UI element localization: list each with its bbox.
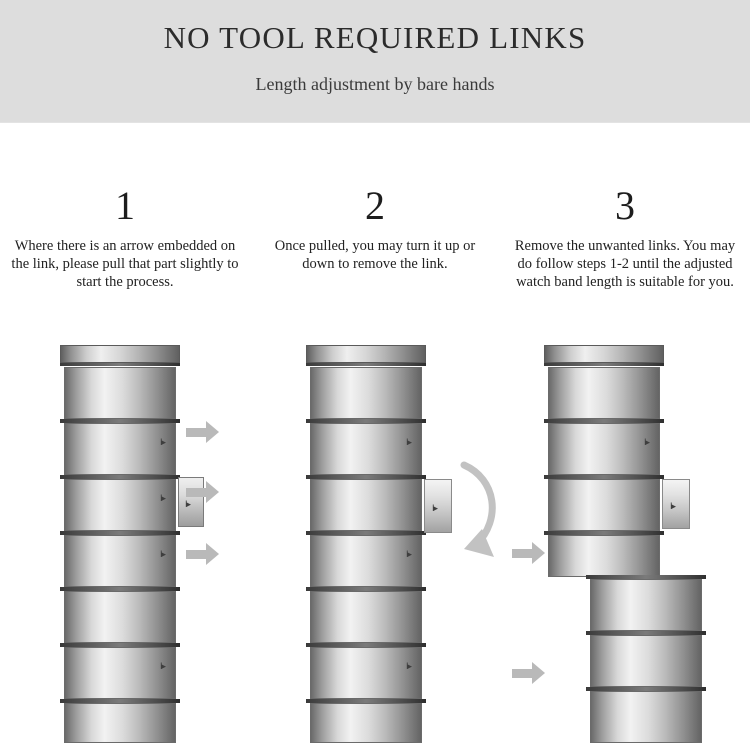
- step-2: [250, 122, 500, 750]
- steps-container: [0, 122, 750, 750]
- band-divider: [544, 363, 664, 366]
- page-subtitle: Length adjustment by bare hands: [255, 74, 495, 94]
- pin-marker-icon: I▸: [160, 661, 166, 671]
- band-link: [64, 591, 176, 643]
- band-link: [310, 479, 422, 531]
- page-title: NO TOOL REQUIRED LINKS: [163, 20, 587, 55]
- step-3: [500, 122, 750, 750]
- band-lug: [544, 345, 664, 363]
- step-2-number: 2: [365, 183, 385, 228]
- pin-marker-icon: I▸: [160, 437, 166, 447]
- pin-marker-icon: I▸: [644, 437, 650, 447]
- step-1-figure: [0, 337, 250, 750]
- band-link: [310, 591, 422, 643]
- band-link: [548, 367, 660, 419]
- step-2-description: Once pulled, you may turn it up or down to remove the link.: [274, 238, 476, 272]
- band-link: [590, 635, 702, 687]
- band-link: [548, 423, 660, 475]
- step-1: [0, 122, 250, 750]
- step-3-figure: [500, 337, 750, 750]
- band-link: [310, 535, 422, 587]
- pin-marker-icon: I▸: [406, 549, 412, 559]
- removed-link: [662, 479, 690, 529]
- band-link: [64, 535, 176, 587]
- band-lug: [60, 345, 180, 363]
- pin-marker-icon: I▸: [406, 437, 412, 447]
- band-link: [310, 367, 422, 419]
- band-divider: [60, 363, 180, 366]
- pin-marker-icon: I▸: [432, 503, 438, 513]
- band-link: [64, 479, 176, 531]
- band-link: [64, 423, 176, 475]
- header-band: [0, 0, 750, 122]
- band-link: [64, 703, 176, 743]
- band-link: [310, 647, 422, 699]
- pin-marker-icon: I▸: [160, 549, 166, 559]
- band-link: [548, 535, 660, 577]
- pin-marker-icon: I▸: [185, 499, 191, 509]
- pin-marker-icon: I▸: [406, 661, 412, 671]
- pin-marker-icon: I▸: [670, 501, 676, 511]
- band-link: [590, 579, 702, 631]
- step-3-description: Remove the unwanted links. You may do follow steps 1-2 until the adjusted watch band length is suitable for you.: [514, 238, 736, 290]
- band-link: [64, 367, 176, 419]
- band-link: [64, 647, 176, 699]
- step-2-figure: [250, 337, 500, 750]
- step-1-number: 1: [115, 183, 135, 228]
- pulled-link: [178, 477, 204, 527]
- band-lug: [306, 345, 426, 363]
- step-3-number: 3: [615, 183, 635, 228]
- band-link: [310, 423, 422, 475]
- band-divider: [306, 363, 426, 366]
- step-1-description: Where there is an arrow embedded on the link, please pull that part slightly to start the process.: [11, 238, 239, 290]
- band-link: [548, 479, 660, 531]
- band-link: [590, 691, 702, 743]
- pin-marker-icon: I▸: [160, 493, 166, 503]
- band-link: [310, 703, 422, 743]
